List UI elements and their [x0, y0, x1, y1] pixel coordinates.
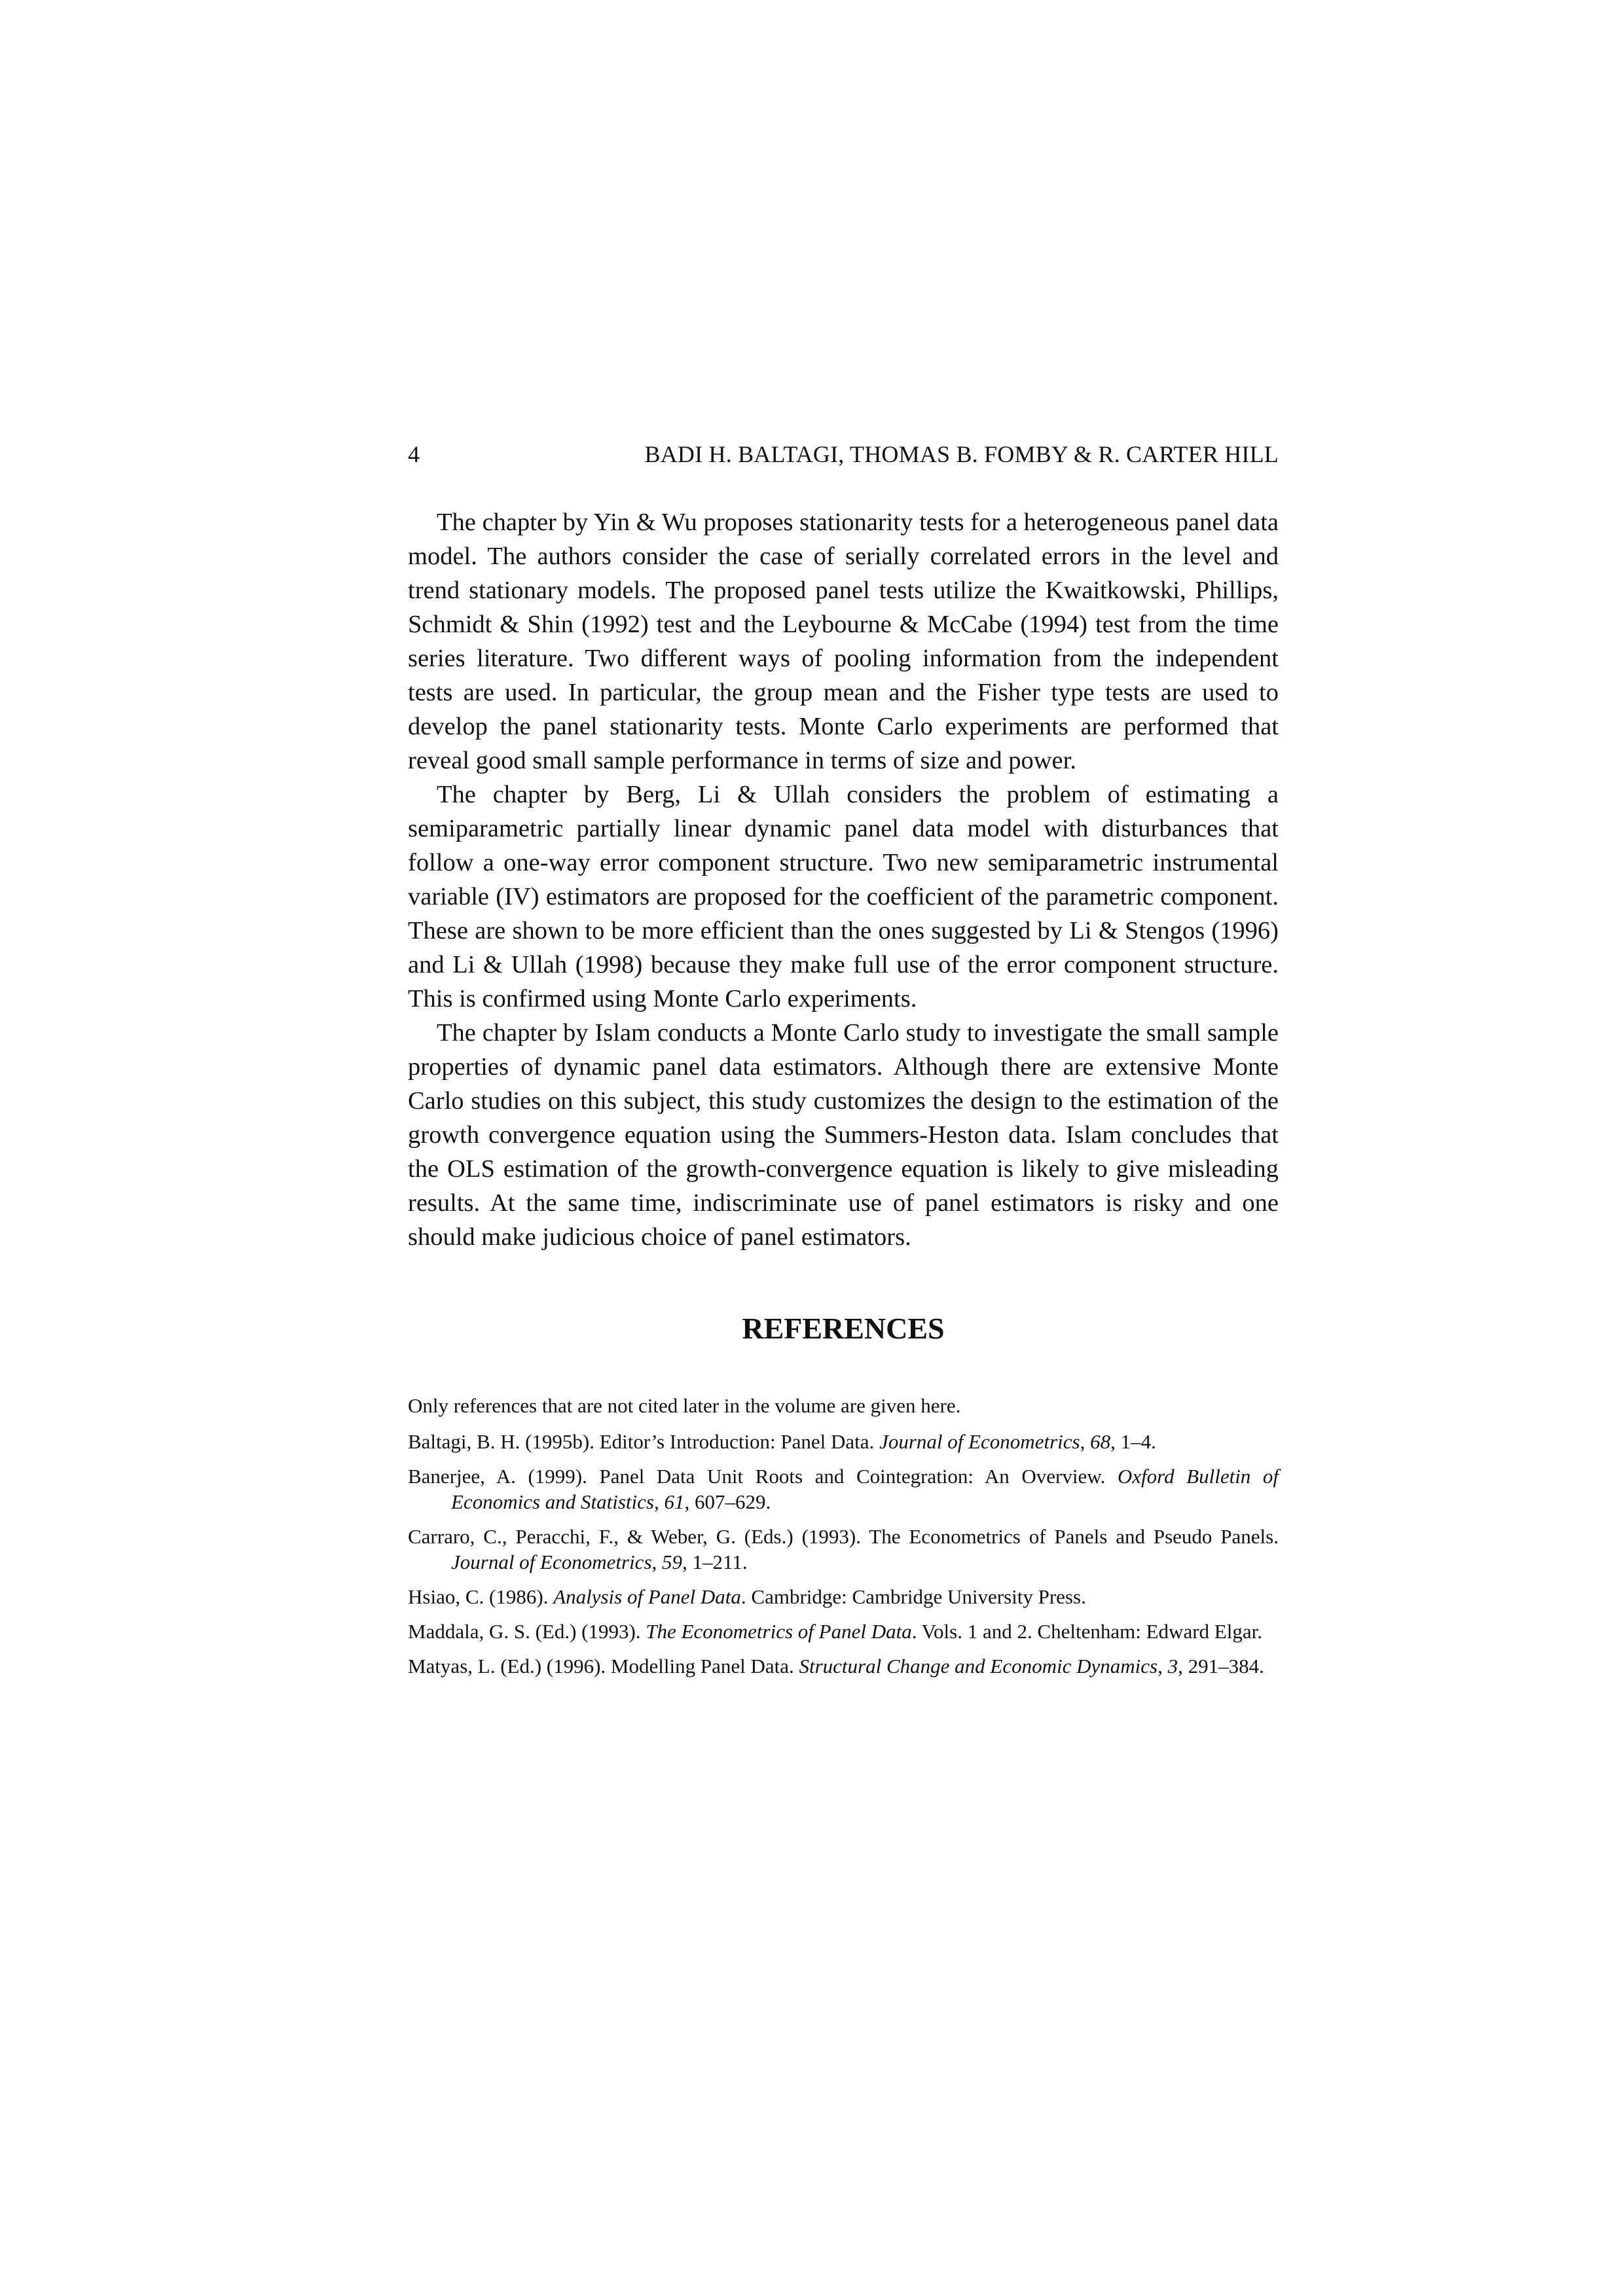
reference-source: Oxford Bulletin of Economics and Statistics	[451, 1465, 1279, 1513]
paragraph-islam: The chapter by Islam conducts a Monte Carlo study to investigate the small sample properties of dynamic panel data estimators. Although there are extensive Monte Carlo studies on this subject, this study customizes the design to the estimation of the growth convergence equation using the Summers-Heston data. Islam concludes that the OLS estimation of the growth-convergence equation is likely to give misleading results. At the same time, indiscriminate use of panel estimators is risky and one should make judicious choice of panel estimators.	[408, 1019, 1279, 1251]
page-number: 4	[408, 441, 420, 467]
reference-pages: , 291–384.	[1178, 1655, 1264, 1677]
reference-volume: 61	[664, 1490, 685, 1513]
reference-volume: 68	[1090, 1430, 1111, 1453]
reference-entry	[408, 1619, 1279, 1644]
reference-source: Analysis of Panel Data	[553, 1585, 741, 1608]
reference-source: The Econometrics of Panel Data	[646, 1620, 912, 1643]
reference-separator: ,	[651, 1551, 663, 1573]
reference-authors: Carraro, C., Peracchi, F., & Weber, G. (Eds.) (1993). The Econometrics of Panels and Pseudo Panels.	[408, 1525, 1279, 1548]
reference-separator: ,	[653, 1490, 665, 1513]
paragraph-berg-li-ullah: The chapter by Berg, Li & Ullah considers the problem of estimating a semiparametric partially linear dynamic panel data model with disturbances that follow a one-way error component structure. Two new semiparametric instrumental variable (IV) estimators are proposed for the coefficient of the parametric component. These are shown to be more efficient than the ones suggested by Li & Stengos (1996) and Li & Ullah (1998) because they make full use of the error component structure. This is confirmed using Monte Carlo experiments.	[408, 781, 1279, 1013]
book-page	[408, 439, 1279, 1688]
reference-authors: Maddala, G. S. (Ed.) (1993).	[408, 1620, 646, 1643]
reference-pages: , 1–4.	[1110, 1430, 1156, 1453]
body-text	[408, 505, 1279, 1254]
reference-separator: . Cambridge: Cambridge University Press.	[740, 1585, 1086, 1608]
references-note: Only references that are not cited later in the volume are given here.	[408, 1394, 961, 1417]
paragraph-yin-wu: The chapter by Yin & Wu proposes stationarity tests for a heterogeneous panel data model. The authors consider the case of serially correlated errors in the level and trend stationary models. The proposed panel tests utilize the Kwaitkowski, Phillips, Schmidt & Shin (1992) test and the Leybourne & McCabe (1994) test from the time series literature. Two different ways of pooling information from the independent tests are used. In particular, the group mean and the Fisher type tests are used to develop the panel stationarity tests. Monte Carlo experiments are performed that reveal good small sample performance in terms of size and power.	[408, 509, 1279, 774]
reference-volume: 3	[1167, 1655, 1178, 1677]
reference-source: Structural Change and Economic Dynamics	[799, 1655, 1158, 1677]
reference-authors: Baltagi, B. H. (1995b). Editor’s Introduction: Panel Data.	[408, 1430, 880, 1453]
running-head-authors: BADI H. BALTAGI, THOMAS B. FOMBY & R. CARTER HILL	[644, 441, 1279, 467]
reference-source: Journal of Econometrics	[879, 1430, 1080, 1453]
reference-separator: ,	[1158, 1655, 1168, 1677]
reference-authors: Matyas, L. (Ed.) (1996). Modelling Panel Data.	[408, 1655, 799, 1677]
reference-authors: Hsiao, C. (1986).	[408, 1585, 554, 1608]
reference-entry	[408, 1584, 1279, 1609]
reference-separator: . Vols. 1 and 2. Cheltenham: Edward Elgar.	[911, 1620, 1262, 1643]
reference-entry	[408, 1463, 1279, 1515]
reference-separator: ,	[1080, 1430, 1091, 1453]
reference-authors: Banerjee, A. (1999). Panel Data Unit Roots and Cointegration: An Overview.	[408, 1465, 1118, 1488]
references-heading: REFERENCES	[742, 1312, 945, 1345]
running-head	[408, 439, 1279, 470]
reference-entry	[408, 1653, 1279, 1679]
reference-pages: , 1–211.	[682, 1551, 748, 1573]
reference-pages: , 607–629.	[684, 1490, 771, 1513]
reference-source: Journal of Econometrics	[451, 1551, 652, 1573]
reference-entry	[408, 1429, 1279, 1454]
reference-list	[408, 1429, 1279, 1679]
reference-volume: 59	[662, 1551, 683, 1573]
reference-entry	[408, 1524, 1279, 1575]
